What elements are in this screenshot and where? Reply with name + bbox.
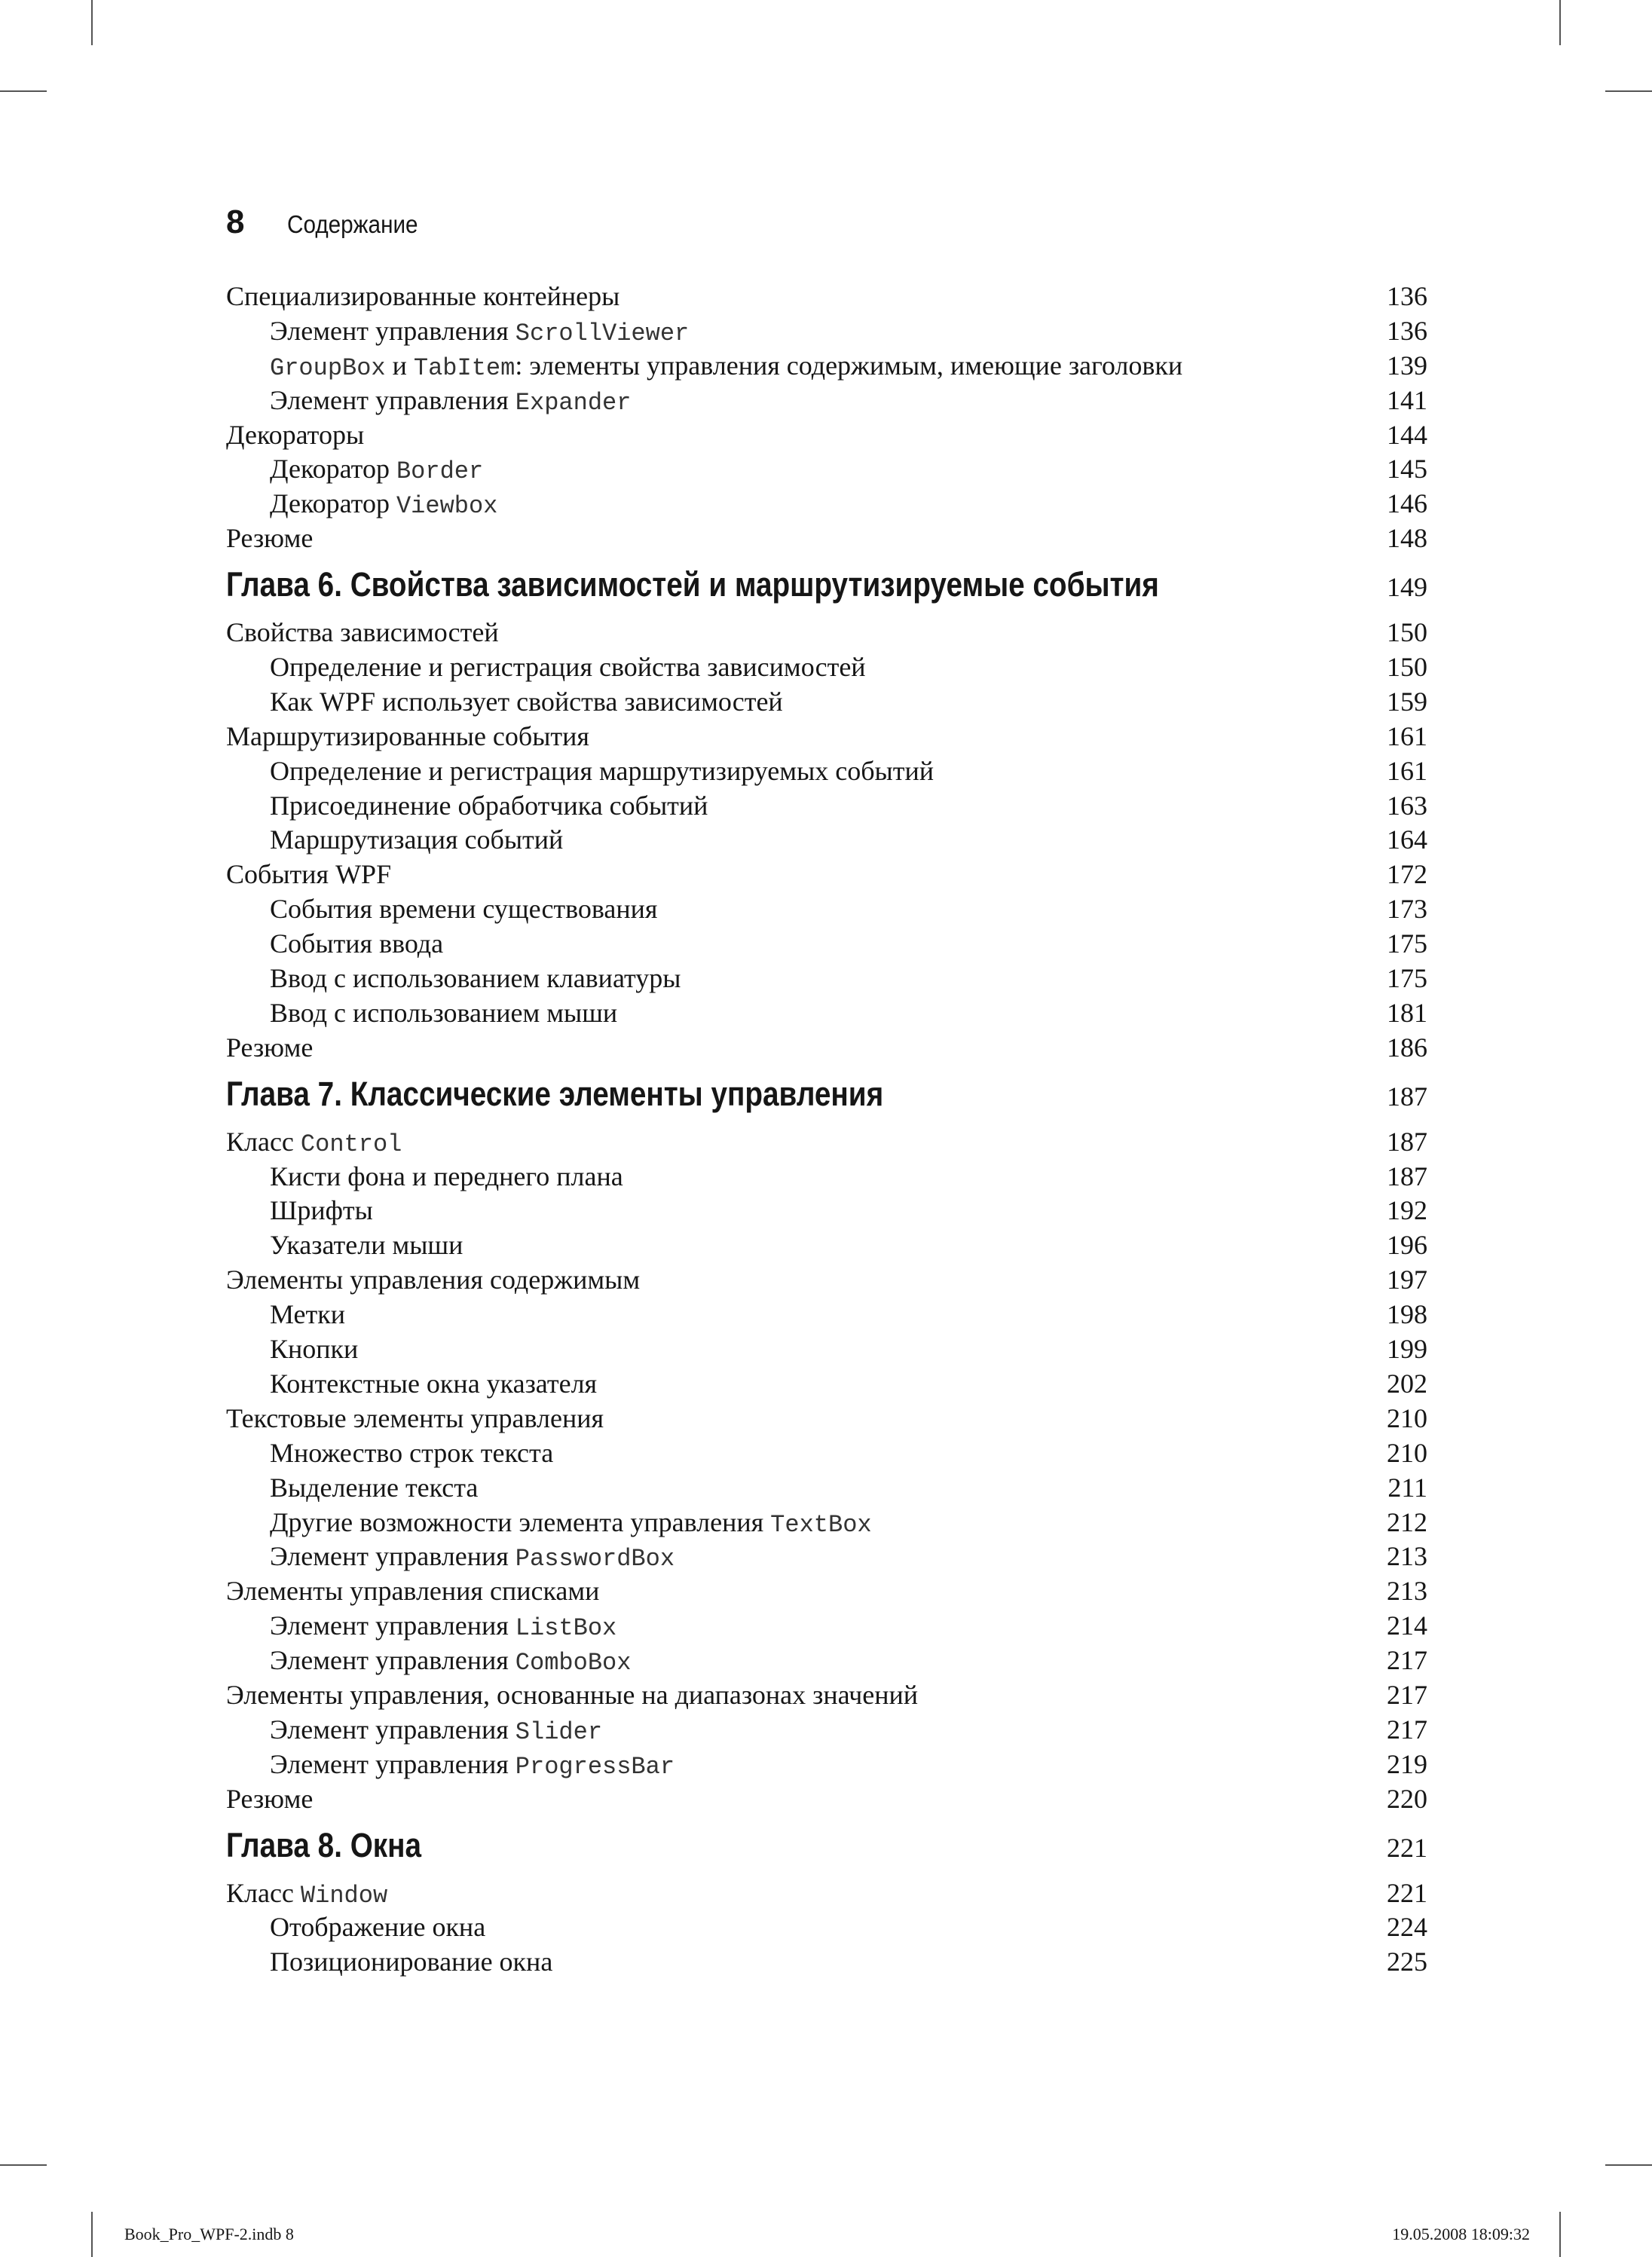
footer-file-info: Book_Pro_WPF-2.indb 8 xyxy=(124,2225,294,2243)
toc-subsection[interactable] xyxy=(226,1945,1427,1980)
toc-page-number: 192 xyxy=(1387,1195,1427,1226)
toc-subsection[interactable] xyxy=(226,1436,1427,1471)
toc-entry-title xyxy=(226,962,681,996)
entry-text: Класс xyxy=(226,1126,301,1157)
toc-entry-title xyxy=(226,1228,463,1263)
toc-subsection[interactable] xyxy=(226,685,1427,720)
toc-entry-title xyxy=(226,1748,675,1784)
toc-entry-title xyxy=(226,418,364,453)
code-identifier: Window xyxy=(300,1881,388,1910)
toc-entry-title xyxy=(226,314,689,351)
toc-section[interactable] xyxy=(226,858,1427,892)
entry-text: Элемент управления xyxy=(270,315,515,346)
toc-page-number: 146 xyxy=(1387,488,1427,519)
code-identifier: Border xyxy=(396,457,484,486)
entry-text: Кнопки xyxy=(270,1334,359,1365)
toc-page-number: 211 xyxy=(1387,1472,1427,1503)
toc-entry-title xyxy=(226,823,563,858)
toc-subsection[interactable] xyxy=(226,1713,1427,1748)
code-identifier: ListBox xyxy=(515,1614,617,1643)
toc-subsection[interactable] xyxy=(226,1748,1427,1782)
toc-entry-title xyxy=(226,1194,373,1228)
toc-entry-title xyxy=(226,1713,602,1750)
toc-entry-title xyxy=(226,1263,640,1298)
toc-subsection[interactable] xyxy=(226,1609,1427,1644)
code-identifier: GroupBox xyxy=(270,353,386,382)
toc-subsection[interactable] xyxy=(226,650,1427,685)
toc-section[interactable] xyxy=(226,720,1427,754)
code-identifier: Expander xyxy=(515,388,632,417)
entry-text: Свойства зависимостей xyxy=(226,617,499,648)
toc-page-number: 217 xyxy=(1387,1714,1427,1745)
crop-mark xyxy=(1559,0,1561,45)
toc-page-number: 150 xyxy=(1387,617,1427,648)
toc-subsection[interactable] xyxy=(226,314,1427,349)
toc-page-number: 145 xyxy=(1387,454,1427,485)
toc-entry-title xyxy=(226,1609,616,1646)
toc-entry-title xyxy=(226,487,497,524)
toc-entry-title xyxy=(226,720,589,754)
toc-page-number: 187 xyxy=(1387,1161,1427,1191)
code-identifier: Viewbox xyxy=(396,492,498,521)
code-identifier: ScrollViewer xyxy=(515,319,690,347)
toc-entry-title xyxy=(226,1644,631,1681)
toc-entry-title xyxy=(226,996,617,1031)
entry-text: Специализированные контейнеры xyxy=(226,281,620,311)
toc-subsection[interactable] xyxy=(226,1194,1427,1228)
toc-page-number: 187 xyxy=(1387,1081,1427,1112)
toc-entry-title xyxy=(226,650,866,685)
toc-chapter-heading[interactable] xyxy=(226,565,1427,607)
toc-entry-title xyxy=(226,1125,402,1162)
toc-entry-title xyxy=(226,789,708,824)
toc-subsection[interactable] xyxy=(226,996,1427,1031)
toc-entry-title xyxy=(226,1876,387,1913)
toc-page-number: 181 xyxy=(1387,997,1427,1028)
toc-subsection[interactable] xyxy=(226,789,1427,824)
toc-page-number: 148 xyxy=(1387,523,1427,554)
toc-entry-title xyxy=(226,1436,553,1471)
entry-text: Другие возможности элемента управления xyxy=(270,1506,771,1537)
toc-entry-title xyxy=(226,1031,313,1066)
entry-text: Шрифты xyxy=(270,1195,373,1226)
toc-subsection[interactable] xyxy=(226,487,1427,521)
toc-subsection[interactable] xyxy=(226,384,1427,418)
entry-text: Резюме xyxy=(226,1783,314,1814)
entry-text: События времени существования xyxy=(270,894,658,925)
toc-subsection[interactable] xyxy=(226,892,1427,927)
entry-text: События WPF xyxy=(226,859,392,890)
toc-entry-title xyxy=(226,1782,313,1817)
toc-page-number: 197 xyxy=(1387,1265,1427,1295)
chapter-title: Глава 8. Окна xyxy=(226,1825,422,1864)
entry-text: Позиционирование окна xyxy=(270,1947,553,1977)
toc-page-number: 172 xyxy=(1387,859,1427,890)
toc-entry-title xyxy=(226,452,483,489)
toc-subsection[interactable] xyxy=(226,349,1427,384)
toc-entry-title xyxy=(226,1945,552,1980)
toc-entry-title xyxy=(226,858,391,892)
toc-page-number: 173 xyxy=(1387,894,1427,925)
toc-subsection[interactable] xyxy=(226,754,1427,789)
toc-subsection[interactable] xyxy=(226,1228,1427,1263)
toc-page-number: 217 xyxy=(1387,1679,1427,1710)
toc-section[interactable] xyxy=(226,1031,1427,1066)
toc-entry-title xyxy=(226,384,631,421)
entry-text: Резюме xyxy=(226,523,314,554)
toc-page-number: 161 xyxy=(1387,720,1427,751)
toc-page-number: 141 xyxy=(1387,384,1427,415)
toc-entry-title xyxy=(226,280,620,314)
entry-text: Ввод с использованием мыши xyxy=(270,997,618,1028)
toc-page-number: 136 xyxy=(1387,315,1427,346)
toc-subsection[interactable] xyxy=(226,823,1427,858)
toc-subsection[interactable] xyxy=(226,1367,1427,1402)
toc-page-number: 202 xyxy=(1387,1368,1427,1399)
crop-mark xyxy=(91,0,93,45)
toc-page-number: 198 xyxy=(1387,1299,1427,1330)
entry-text: Кисти фона и переднего плана xyxy=(270,1161,623,1191)
toc-entry-title xyxy=(226,685,783,720)
crop-mark xyxy=(91,2212,93,2257)
entry-text: Как WPF использует свойства зависимостей xyxy=(270,686,783,717)
entry-text: и xyxy=(385,350,414,381)
entry-text: Элемент управления xyxy=(270,1714,515,1745)
toc-section[interactable] xyxy=(226,616,1427,650)
toc-entry-title xyxy=(226,521,313,556)
entry-text: Контекстные окна указателя xyxy=(270,1368,598,1399)
entry-text: Декоратор xyxy=(270,454,396,485)
toc-page-number: 144 xyxy=(1387,419,1427,450)
toc-page-number: 210 xyxy=(1387,1402,1427,1433)
entry-text: Элементы управления, основанные на диапазонах значений xyxy=(226,1679,919,1710)
toc-entry-title xyxy=(226,1910,485,1945)
toc-page-number: 225 xyxy=(1387,1947,1427,1977)
toc-page-number: 136 xyxy=(1387,281,1427,311)
toc-chapter-heading[interactable] xyxy=(226,1826,1427,1867)
entry-text: Присоединение обработчика событий xyxy=(270,790,708,821)
crop-mark xyxy=(0,90,47,92)
toc-entry-title xyxy=(226,616,499,650)
code-identifier: TextBox xyxy=(770,1510,872,1539)
toc-page-number: 213 xyxy=(1387,1541,1427,1572)
entry-text: Ввод с использованием клавиатуры xyxy=(270,963,681,994)
toc-entry-title xyxy=(226,1160,623,1194)
toc-page-number: 214 xyxy=(1387,1610,1427,1641)
entry-text: Элемент управления xyxy=(270,1541,515,1572)
code-identifier: ProgressBar xyxy=(515,1752,675,1781)
toc-chapter-heading[interactable] xyxy=(226,1075,1427,1116)
toc-section[interactable] xyxy=(226,1678,1427,1713)
entry-text: Указатели мыши xyxy=(270,1230,463,1261)
toc-entry-title xyxy=(226,1506,872,1543)
toc-page-number: 224 xyxy=(1387,1912,1427,1943)
code-identifier: PasswordBox xyxy=(515,1545,675,1573)
toc-subsection[interactable] xyxy=(226,452,1427,487)
entry-text: Элементы управления списками xyxy=(226,1576,600,1607)
toc-page-number: 161 xyxy=(1387,755,1427,786)
toc-page-number: 149 xyxy=(1387,572,1427,603)
toc-page-number: 210 xyxy=(1387,1437,1427,1468)
toc-page-number: 199 xyxy=(1387,1334,1427,1365)
toc-page-number: 212 xyxy=(1387,1506,1427,1537)
code-identifier: Slider xyxy=(515,1717,603,1746)
toc-entry-title xyxy=(226,1332,358,1367)
toc-page-number: 213 xyxy=(1387,1576,1427,1607)
entry-text: Резюме xyxy=(226,1032,314,1063)
toc-page-number: 219 xyxy=(1387,1748,1427,1779)
toc-subsection[interactable] xyxy=(226,962,1427,996)
toc-subsection[interactable] xyxy=(226,1540,1427,1574)
crop-mark xyxy=(1559,2212,1561,2257)
toc-subsection[interactable] xyxy=(226,1644,1427,1678)
toc-subsection[interactable] xyxy=(226,1506,1427,1540)
chapter-title: Глава 6. Свойства зависимостей и маршрутизируемые события xyxy=(226,565,1159,604)
toc-entry-title xyxy=(226,1367,597,1402)
entry-text: Метки xyxy=(270,1299,346,1330)
crop-mark xyxy=(1605,2164,1652,2166)
toc-section[interactable] xyxy=(226,1125,1427,1160)
table-of-contents xyxy=(226,280,1427,1980)
toc-page-number: 175 xyxy=(1387,928,1427,959)
entry-text: Определение и регистрация маршрутизируемых событий xyxy=(270,755,934,786)
toc-entry-title xyxy=(226,1298,345,1332)
entry-text: Множество строк текста xyxy=(270,1437,554,1468)
toc-subsection[interactable] xyxy=(226,1160,1427,1194)
toc-page-number: 186 xyxy=(1387,1032,1427,1063)
entry-text: Маршрутизированные события xyxy=(226,720,589,751)
toc-page-number: 221 xyxy=(1387,1877,1427,1908)
toc-section[interactable] xyxy=(226,1402,1427,1436)
footer-timestamp: 19.05.2008 18:09:32 xyxy=(1392,2225,1530,2243)
toc-subsection[interactable] xyxy=(226,1332,1427,1367)
toc-entry-title xyxy=(226,927,443,962)
toc-page-number: 159 xyxy=(1387,686,1427,717)
toc-section[interactable] xyxy=(226,1876,1427,1911)
crop-mark xyxy=(1605,90,1652,92)
toc-entry-title xyxy=(226,349,1182,386)
entry-text: Маршрутизация событий xyxy=(270,824,564,855)
entry-text: Элемент управления xyxy=(270,1610,515,1641)
toc-section[interactable] xyxy=(226,280,1427,314)
toc-section[interactable] xyxy=(226,521,1427,556)
toc-page-number: 175 xyxy=(1387,963,1427,994)
toc-entry-title xyxy=(226,1471,478,1506)
toc-page-number: 164 xyxy=(1387,824,1427,855)
crop-mark xyxy=(0,2164,47,2166)
toc-entry-title xyxy=(226,892,658,927)
toc-entry-title xyxy=(226,1574,599,1609)
toc-section[interactable] xyxy=(226,1782,1427,1817)
entry-text: Элемент управления xyxy=(270,384,515,415)
toc-subsection[interactable] xyxy=(226,927,1427,962)
code-identifier: ComboBox xyxy=(515,1649,632,1677)
code-identifier: Control xyxy=(300,1130,402,1158)
chapter-title: Глава 7. Классические элементы управления xyxy=(226,1074,884,1113)
toc-page-number: 221 xyxy=(1387,1832,1427,1863)
toc-page-number: 196 xyxy=(1387,1230,1427,1261)
entry-text: Выделение текста xyxy=(270,1472,479,1503)
entry-text: Декораторы xyxy=(226,419,365,450)
toc-entry-title xyxy=(226,1678,918,1713)
toc-entry-title xyxy=(226,1402,604,1436)
toc-page-number: 163 xyxy=(1387,790,1427,821)
page-number: 8 xyxy=(226,203,246,240)
toc-section[interactable] xyxy=(226,1263,1427,1298)
toc-section[interactable] xyxy=(226,418,1427,453)
entry-text: Элемент управления xyxy=(270,1748,515,1779)
entry-text: Класс xyxy=(226,1877,301,1908)
toc-subsection[interactable] xyxy=(226,1471,1427,1506)
entry-text: Декоратор xyxy=(270,488,396,519)
toc-subsection[interactable] xyxy=(226,1298,1427,1332)
toc-page-number: 187 xyxy=(1387,1126,1427,1157)
entry-text: Текстовые элементы управления xyxy=(226,1402,604,1433)
toc-subsection[interactable] xyxy=(226,1910,1427,1945)
entry-text: События ввода xyxy=(270,928,444,959)
running-title: Содержание xyxy=(287,210,419,238)
toc-page-number: 220 xyxy=(1387,1783,1427,1814)
code-identifier: TabItem xyxy=(413,353,515,382)
toc-entry-title xyxy=(226,1540,675,1577)
toc-page-number: 150 xyxy=(1387,652,1427,683)
entry-text: Элементы управления содержимым xyxy=(226,1265,641,1295)
toc-section[interactable] xyxy=(226,1574,1427,1609)
entry-text: : элементы управления содержимым, имеющие заголовки xyxy=(515,350,1183,381)
page-header xyxy=(226,203,433,241)
toc-page-number: 139 xyxy=(1387,350,1427,381)
entry-text: Элемент управления xyxy=(270,1645,515,1676)
toc-page-number: 217 xyxy=(1387,1645,1427,1676)
toc-entry-title xyxy=(226,754,934,789)
entry-text: Отображение окна xyxy=(270,1912,486,1943)
entry-text: Определение и регистрация свойства зависимостей xyxy=(270,652,866,683)
